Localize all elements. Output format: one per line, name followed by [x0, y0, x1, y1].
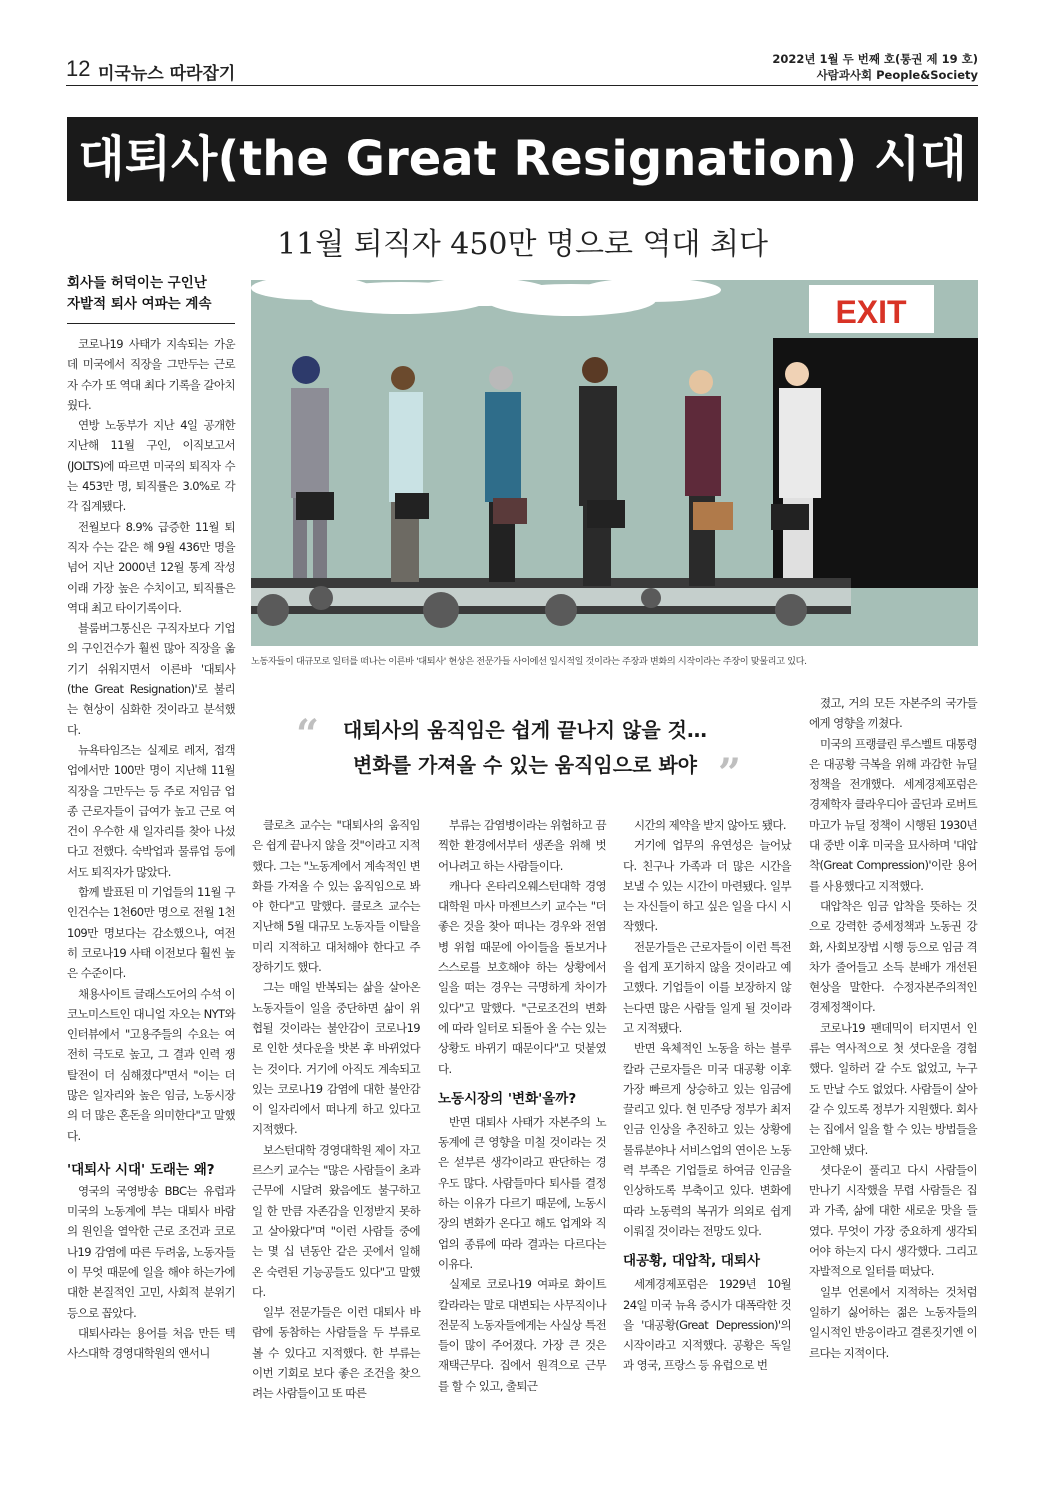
paragraph: 보스턴대학 경영대학원 제이 자고르스키 교수는 "많은 사람들이 초과근무에 시달려 왔음에도 불구하고 일 한 만큼 자존감을 인정받지 못하고 살아왔다"며 "이런 사람들 중에는 몇 십 년동안 같은 곳에서 일해 온 숙련된 기능공들도 있다"고 말했다.	[252, 1142, 420, 1299]
paragraph: 반면 대퇴사 사태가 자본주의 노동계에 큰 영향을 미칠 것이라는 것은 섣부른 생각이라고 판단하는 경우도 많다. 사람들마다 퇴사를 결정하는 이유가 다르기 때문에, 노동시장의 변화가 온다고 해도 업계와 직업의 종류에 따라 결과는 다르다는 이유다.	[438, 1114, 606, 1271]
paragraph: 실제로 코로나19 여파로 화이트칼라라는 말로 대변되는 사무직이나 전문직 노동자들에게는 사실상 특전들이 많이 주어졌다. 가장 큰 것은 재택근무다. 집에서 원격으로 근무를 할 수 있고, 출퇴근	[438, 1277, 606, 1393]
paragraph: 대퇴사라는 용어를 처음 만든 텍사스대학 경영대학원의 앤서니	[67, 1325, 235, 1361]
exit-sign: EXIT	[835, 294, 907, 330]
paragraph: 캐나다 온타리오웨스턴대학 경영대학원 마사 마젠브스키 교수는 "더 좋은 것을 찾아 떠나는 경우와 전염병 위험 때문에 아이들을 돌보거나 스스로를 보호해야 하는 상황에서 일을 떠는 경우는 극명하게 차이가 있다"고 말했다. "근로조건의 변화에 따라 일터로 되돌아 올 수는 있는 상황도 바뀌기 때문이다"고 덧붙였다.	[438, 878, 606, 1076]
paragraph: 코로나19 팬데믹이 터지면서 인류는 역사적으로 첫 셧다운을 경험했다. 일하러 갈 수도 없었고, 누구도 만날 수도 없었다. 사람들이 살아갈 수 있도록 정부가 지원했다. 회사는 집에서 일을 할 수 있는 방법들을 고안해 냈다.	[809, 1020, 977, 1157]
paragraph: 영국의 국영방송 BBC는 유럽과 미국의 노동계에 부는 대퇴사 바람의 원인을 열악한 근로 조건과 코로나19 감염에 따른 두려움, 노동자들이 무엇 때문에 일을 해야 하는가에 대한 본질적인 고민, 사회적 분위기 등으로 꼽았다.	[67, 1183, 235, 1320]
paragraph: 전문가들은 근로자들이 이런 특전을 쉽게 포기하지 않을 것이라고 예고했다. 기업들이 이를 보장하지 않는다면 많은 사람들 일게 될 것이라고 지적됐다.	[623, 939, 791, 1035]
close-quote-mark: ”	[718, 750, 742, 797]
headline: 대퇴사(the Great Resignation) 시대	[67, 117, 978, 201]
article-column-2	[252, 815, 420, 1404]
subheadline: 11월 퇴직자 450만 명으로 역대 최다	[277, 227, 768, 262]
paragraph: 부류는 감염병이라는 위험하고 끔찍한 환경에서부터 생존을 위해 벗어나려고 하는 사람들이다.	[438, 818, 606, 873]
paragraph: 코로나19 사태가 지속되는 가운데 미국에서 직장을 그만두는 근로자 수가 또 역대 최다 기록을 갈아치웠다.	[67, 337, 235, 412]
illustration-caption: 노동자들이 대규모로 일터를 떠나는 이른바 '대퇴사' 현상은 전문가들 사이에선 일시적일 것이라는 주장과 변화의 시작이라는 주장이 맞물리고 있다.	[251, 656, 807, 667]
subhead-line-2: 자발적 퇴사 여파는 계속	[67, 296, 212, 312]
paragraph: 미국의 프랭클린 루스벨트 대통령은 대공황 극복을 위해 과감한 뉴딜 정책을 전개했다. 세계경제포럼은 경제학자 클라우디아 골딘과 로버트 마고가 뉴딜 정책이 시행된 1930년대 중반 이후 미국을 묘사하며 '대압착(Great Compression)'이란 용어를 사용했다고 지적했다.	[809, 736, 977, 893]
paragraph: 시간의 제약을 받지 않아도 됐다.	[634, 818, 786, 832]
paragraph: 채용사이트 글래스도어의 수석 이코노미스트인 대니얼 자오는 NYT와 인터뷰에서 "고용주들의 수요는 여전히 극도로 높고, 그 결과 인력 쟁탈전이 더 심해졌다"면서 "이는 더 많은 일자리와 높은 임금, 노동시장의 더 많은 혼돈을 의미한다"고 말했다.	[67, 986, 235, 1143]
paragraph: 셧다운이 풀리고 다시 사람들이 만나기 시작했을 무렵 사람들은 집과 가족, 삶에 대한 새로운 맛을 들였다. 무엇이 가장 중요하게 생각되어야 하는지 다시 생각했다. 그리고 자발적으로 일터를 떠났다.	[809, 1162, 977, 1279]
paragraph: 대압착은 임금 압착을 뜻하는 것으로 강력한 증세정책과 노동권 강화, 사회보장법 시행 등으로 임금 격차가 줄어들고 소득 분배가 개선된 현상을 말한다. 수정자본주의적인 경제정책이다.	[809, 898, 977, 1015]
article-column-1	[67, 273, 235, 1364]
illustration-workers-leaving	[251, 280, 978, 646]
column-1-subhead	[67, 273, 235, 324]
paragraph: 함께 발표된 미 기업들의 11월 구인건수는 1천60만 명으로 전월 1천109만 명보다는 감소했으나, 여전히 코로나19 사태 이전보다 훨씬 높은 수준이다.	[67, 885, 235, 981]
paragraph: 일부 언론에서 지적하는 것처럼 일하기 싫어하는 젊은 노동자들의 일시적인 반응이라고 결론짓기엔 이르다는 지적이다.	[809, 1284, 977, 1360]
page-header	[66, 50, 978, 86]
paragraph: 세계경제포럼은 1929년 10월 24일 미국 뉴욕 증시가 대폭락한 것을 '대공황(Great Depression)'의 시작이라고 지적했다. 공황은 독일과 영국, 프랑스 등 유럽으로 번	[623, 1277, 791, 1373]
section-title: 미국뉴스 따라잡기	[98, 64, 236, 84]
paragraph: 뉴욕타임즈는 실제로 레저, 접객업에서만 100만 명이 지난해 11월 직장을 그만두는 등 주로 저임금 업종 근로자들이 급여가 높고 근로 여건이 우수한 새 일자리를 찾아 나섰다고 전했다. 숙박업과 물류업 등에서도 퇴직자가 많았다.	[67, 742, 235, 879]
paragraph: 그는 매일 반복되는 삶을 살아온 노동자들이 일을 중단하면 삶이 위협될 것이라는 불안감이 코로나19로 인한 셧다운을 밧본 후 바뀌었다는 것이다. 거기에 아직도 계속되고 있는 코로나19 감염에 대한 불안감이 일자리에서 떠나게 하고 있다고 지적했다.	[252, 980, 420, 1137]
subhead-line-1: 회사들 허덕이는 구인난	[67, 275, 207, 291]
open-quote-mark: “	[296, 711, 320, 758]
paragraph: 전월보다 8.9% 급증한 11월 퇴직자 수는 같은 해 9월 436만 명을 넘어 지난 2000년 12월 통계 작성 이래 가장 높은 수치이고, 퇴직률은 역대 최고 타이기록이다.	[67, 519, 235, 615]
paper-name: 사람과사회 People&Society	[816, 68, 978, 82]
article-column-3	[438, 815, 606, 1396]
section-subhead: '대퇴사 시대' 도래는 왜?	[67, 1161, 215, 1178]
article-column-5	[809, 693, 977, 1363]
page-number: 12	[66, 56, 91, 81]
paragraph: 반면 육체적인 노동을 하는 블루칼라 근로자들은 미국 대공황 이후 가장 빠르게 상승하고 있는 임금에 끌리고 있다. 현 민주당 정부가 최저인금 인상을 추진하고 있는 상황에 물류분야나 서비스업의 연이은 노동력 부족은 기업들로 하여금 인금을 인상하도록 부축이고 있다. 변화에 따라 노동력의 복귀가 의외로 쉽게 이뤄질 것이라는 전망도 있다.	[623, 1041, 791, 1238]
pull-quote-line-1: 대퇴사의 움직임은 쉽게 끝나지 않을 것…	[343, 718, 707, 742]
pull-quote-line-2: 변화를 가져올 수 있는 움직임으로 봐야	[353, 753, 697, 777]
section-subhead: 노동시장의 '변화'올까?	[438, 1090, 577, 1107]
pull-quote	[280, 713, 770, 783]
paragraph: 블룸버그통신은 구직자보다 기업의 구인건수가 훨씬 많아 직장을 옮기기 쉬워지면서 이른바 '대퇴사(the Great Resignation)'로 불리는 현상이 심화한 것이라고 분석했다.	[67, 621, 235, 737]
section-subhead: 대공황, 대압착, 대퇴사	[623, 1253, 761, 1270]
paragraph: 연방 노동부가 지난 4일 공개한 지난해 11월 구인, 이직보고서(JOLTS)에 따르면 미국의 퇴직자 수는 453만 명, 퇴직률은 3.0%로 각각 집계됐다.	[67, 418, 235, 514]
paragraph: 클로츠 교수는 "대퇴사의 움직임은 쉽게 끝나지 않을 것"이라고 지적했다. 그는 "노동계에서 계속적인 변화를 가져올 수 있는 움직임으로 봐야 한다"고 말했다. 클로츠 교수는 지난해 5월 대규모 노동자들 이탈을 미리 지적하고 대처해야 한다고 주장하기도 했다.	[252, 818, 420, 975]
issue-info: 2022년 1월 두 번째 호(통권 제 19 호)	[772, 52, 978, 66]
paragraph: 졌고, 거의 모든 자본주의 국가들에게 영향을 끼쳤다.	[809, 696, 977, 731]
paragraph: 일부 전문가들은 이런 대퇴사 바람에 동참하는 사람들을 두 부류로 볼 수 있다고 지적했다. 한 부류는 이번 기회로 보다 좋은 조건을 찾으려는 사람들이고 또 따른	[252, 1305, 420, 1401]
article-column-4	[623, 815, 791, 1376]
paragraph: 거기에 업무의 유연성은 늘어났다. 친구나 가족과 더 많은 시간을 보낼 수 있는 시간이 마련됐다. 일부는 자신들이 하고 싶은 일을 다시 시작했다.	[623, 838, 791, 934]
